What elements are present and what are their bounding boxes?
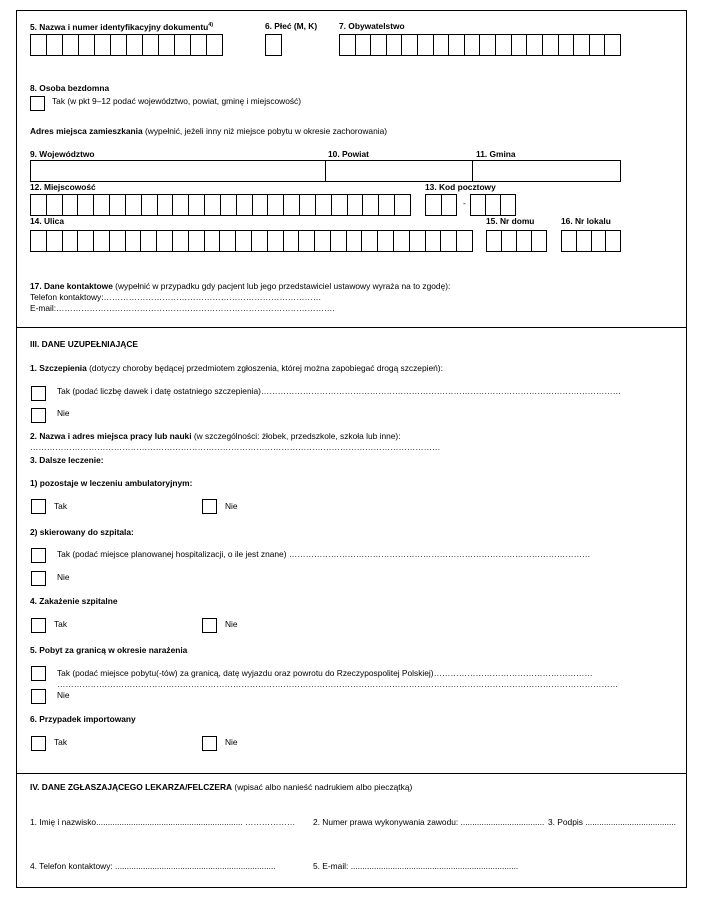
hospital-title: 2) skierowany do szpitala:: [30, 527, 134, 537]
abroad-no-label: Nie: [57, 690, 70, 700]
abroad-yes-checkbox[interactable]: [31, 666, 46, 681]
outpatient-no-checkbox[interactable]: [202, 499, 217, 514]
commune-label: 11. Gmina: [476, 149, 516, 159]
physician-phone-line[interactable]: 4. Telefon kontaktowy: .....................................................................: [30, 861, 276, 871]
sex-field[interactable]: [265, 34, 282, 56]
nosocomial-no-label: Nie: [225, 619, 238, 629]
section-4-heading: [30, 783, 412, 793]
physician-email-line[interactable]: 5. E-mail: ........................................................................: [313, 861, 519, 871]
address-title: Adres miejsca zamieszkania: [30, 126, 143, 136]
document-id-label-text: 5. Nazwa i numer identyfikacyjny dokumentu: [30, 21, 209, 32]
contact-title: 17. Dane kontaktowe: [30, 281, 113, 291]
flat-no-grid[interactable]: [561, 230, 621, 252]
nosocomial-yes-checkbox[interactable]: [31, 618, 46, 633]
commune-field[interactable]: [472, 160, 621, 182]
county-field[interactable]: [325, 160, 473, 182]
abroad-dots[interactable]: …………………………………………………………………………………………………………………………………………………………………………………: [57, 679, 619, 689]
vaccination-yes-checkbox[interactable]: [31, 386, 46, 401]
imported-title: 6. Przypadek importowany: [30, 714, 136, 724]
workplace-dots[interactable]: …………………………………………………………………………………………………………………………………: [30, 442, 441, 452]
hospital-no-label: Nie: [57, 572, 70, 582]
contact-note: (wypełnić w przypadku gdy pacjent lub jego przedstawiciel ustawowy wyraża na to zgodę):: [112, 281, 451, 291]
section-4-note: (wpisać albo nanieść nadrukiem albo pieczątką): [232, 782, 413, 792]
document-id-grid[interactable]: [30, 34, 223, 56]
hospital-no-checkbox[interactable]: [31, 571, 46, 586]
treatment-title: 3. Dalsze leczenie:: [30, 455, 104, 465]
sex-label: 6. Płeć (M, K): [265, 21, 318, 31]
homeless-label: 8. Osoba bezdomna: [30, 83, 110, 93]
house-no-grid[interactable]: [486, 230, 547, 252]
workplace-number: 2: [30, 431, 35, 441]
imported-no-checkbox[interactable]: [202, 736, 217, 751]
abroad-title: 5. Pobyt za granicą w okresie narażenia: [30, 645, 188, 655]
voivodeship-label: 9. Województwo: [30, 149, 95, 159]
workplace-heading: [30, 432, 401, 442]
abroad-yes-label: Tak (podać miejsce pobytu(-tów) za granicą, datę wyjazdu oraz powrotu do Rzeczypospolitej Polskiej)…………………………………………………: [57, 668, 593, 678]
outpatient-no-label: Nie: [225, 501, 238, 511]
imported-no-label: Nie: [225, 737, 238, 747]
vaccination-no-label: Nie: [57, 408, 70, 418]
postcode-grid-part2[interactable]: [470, 194, 516, 216]
nosocomial-title: 4. Zakażenie szpitalne: [30, 596, 118, 606]
postcode-dash: -: [463, 198, 466, 208]
homeless-yes-label: Tak (w pkt 9–12 podać województwo, powiat, gminę i miejscowość): [52, 96, 302, 106]
locality-label: 12. Miejscowość: [30, 182, 96, 192]
vaccination-title: 1. Szczepienia: [30, 363, 87, 373]
workplace-title: . Nazwa i adres miejsca pracy lub nauki: [34, 431, 192, 441]
contact-heading: [30, 282, 450, 292]
citizenship-grid[interactable]: [339, 34, 621, 56]
footnote-marker: 4): [208, 22, 214, 28]
section-divider-4: [16, 773, 687, 774]
outpatient-yes-checkbox[interactable]: [31, 499, 46, 514]
street-grid[interactable]: [30, 230, 473, 252]
workplace-note: (w szczególności: żłobek, przedszkole, szkoła lub inne):: [191, 431, 401, 441]
postcode-label: 13. Kod pocztowy: [425, 182, 496, 192]
vaccination-heading: [30, 364, 443, 374]
email-line[interactable]: E-mail:……………………………………………………………………………………….: [30, 303, 335, 313]
outpatient-yes-label: Tak: [54, 501, 68, 511]
phone-line[interactable]: Telefon kontaktowy:……………………………………………………………………: [30, 292, 322, 302]
address-heading: [30, 127, 387, 137]
hospital-yes-checkbox[interactable]: [31, 548, 46, 563]
signature-line[interactable]: 3. Podpis .......................................: [548, 817, 676, 827]
locality-grid[interactable]: [30, 194, 411, 216]
vaccination-yes-label: Tak (podać liczbę dawek i datę ostatniego szczepienia)…………………………………………………………………………………………………………………: [57, 386, 622, 396]
hospital-yes-label: Tak (podać miejsce planowanej hospitalizacji, o ile jest znane) ………………………………………………………………………………………………: [57, 549, 591, 559]
vaccination-note: (dotyczy choroby będącej przedmiotem zgłoszenia, której można zapobiegać drogą szczepień):: [86, 363, 443, 373]
license-number-line[interactable]: 2. Numer prawa wykonywania zawodu: ....................................: [313, 817, 545, 827]
county-label: 10. Powiat: [328, 149, 369, 159]
street-label: 14. Ulica: [30, 216, 64, 226]
physician-name-line[interactable]: 1. Imię i nazwisko............................................................... ………………: [30, 817, 296, 827]
flat-no-label: 16. Nr lokalu: [561, 216, 611, 226]
imported-yes-label: Tak: [54, 737, 68, 747]
section-3-title: III. DANE UZUPEŁNIAJĄCE: [30, 339, 138, 349]
house-no-label: 15. Nr domu: [486, 216, 535, 226]
citizenship-label: 7. Obywatelstwo: [339, 21, 405, 31]
nosocomial-yes-label: Tak: [54, 619, 68, 629]
nosocomial-no-checkbox[interactable]: [202, 618, 217, 633]
outpatient-title: 1) pozostaje w leczeniu ambulatoryjnym:: [30, 478, 193, 488]
vaccination-no-checkbox[interactable]: [31, 408, 46, 423]
address-note: (wypełnić, jeżeli inny niż miejsce pobytu w okresie zachorowania): [142, 126, 388, 136]
document-id-label: [30, 22, 213, 32]
section-4-title: IV. DANE ZGŁASZAJĄCEGO LEKARZA/FELCZERA: [30, 782, 233, 792]
imported-yes-checkbox[interactable]: [31, 736, 46, 751]
voivodeship-field[interactable]: [30, 160, 326, 182]
homeless-yes-checkbox[interactable]: [30, 96, 45, 111]
postcode-grid-part1[interactable]: [425, 194, 457, 216]
section-divider: [16, 327, 687, 328]
abroad-no-checkbox[interactable]: [31, 689, 46, 704]
